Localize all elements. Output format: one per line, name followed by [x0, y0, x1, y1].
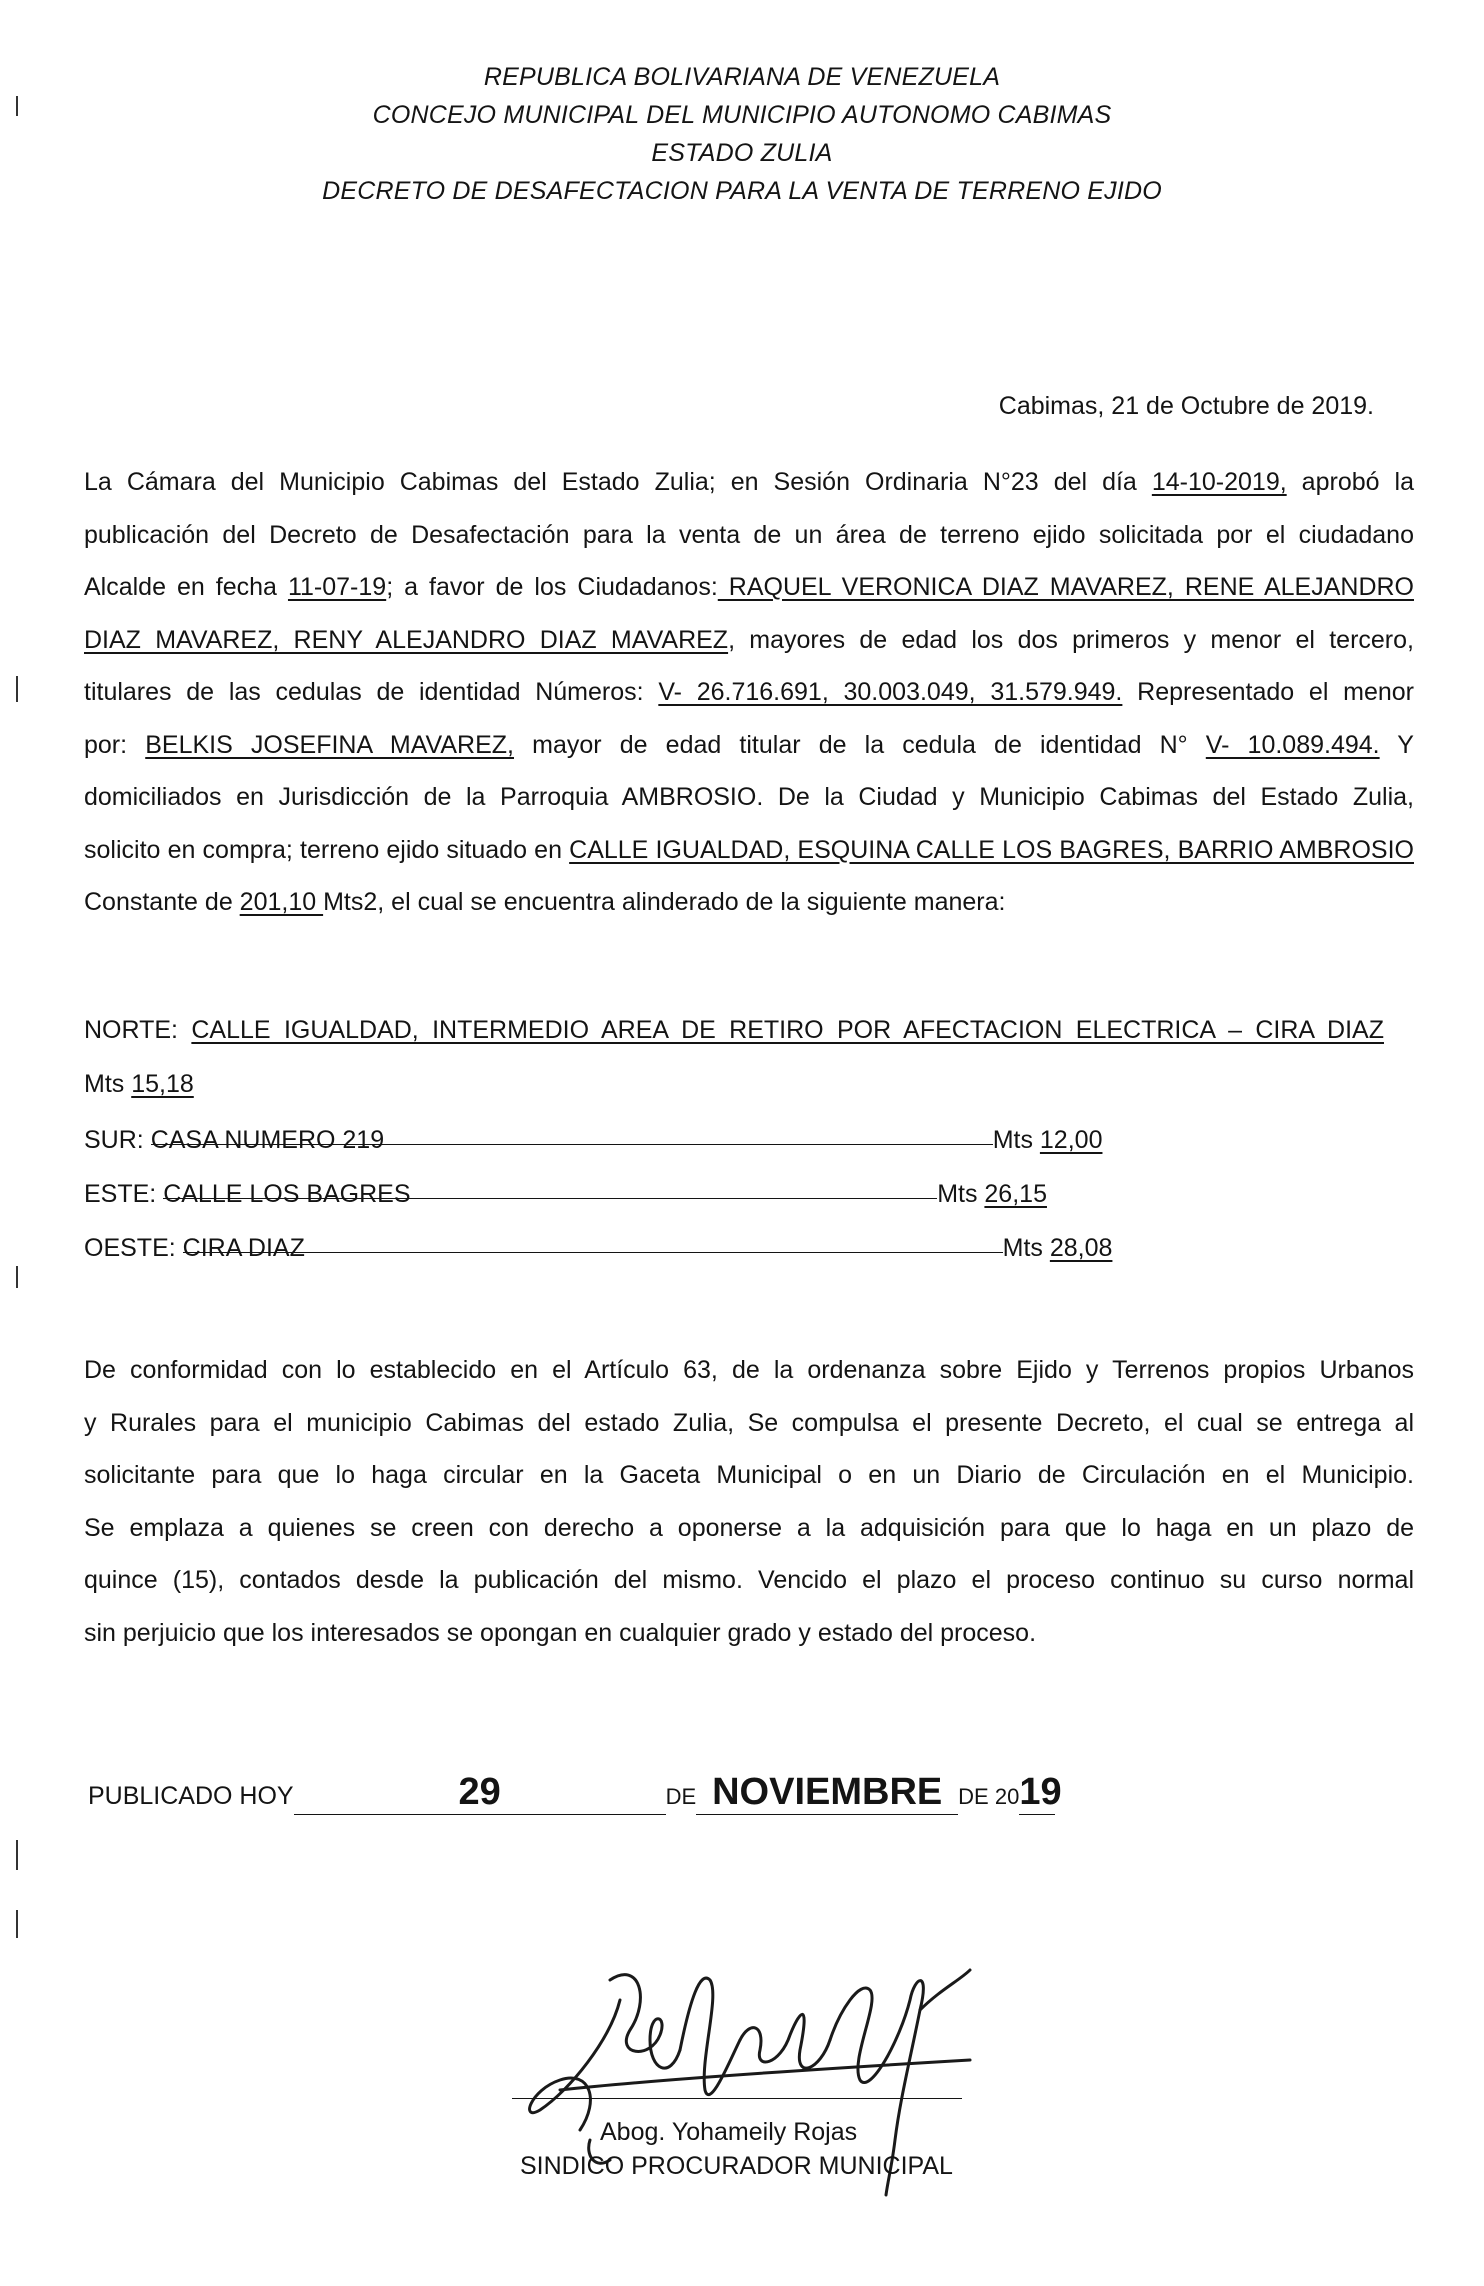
publication-de: DE — [665, 1784, 697, 1809]
publication-label: PUBLICADO HOY — [88, 1782, 294, 1810]
boundary-west: OESTE: CIRA DIAZ Mts 28,08 — [84, 1228, 1112, 1268]
decree-line: por: BELKIS JOSEFINA MAVAREZ, mayor de edad titular de la cedula de identidad N° V- 10.089.494. Y — [84, 730, 1414, 759]
paragraph-decree — [84, 456, 1414, 929]
document-date: Cabimas, 21 de Octubre de 2019. — [998, 392, 1374, 420]
signature-line — [512, 2098, 962, 2099]
boundary-north: NORTE: CALLE IGUALDAD, INTERMEDIO AREA DE RETIRO POR AFECTACION ELECTRICA – CIRA DIAZ — [84, 1016, 1384, 1044]
scan-mark — [16, 96, 18, 116]
decree-line: publicación del Decreto de Desafectación para la venta de un área de terreno ejido solicitada por el ciudadano — [84, 520, 1414, 549]
legal-line: De conformidad con lo establecido en el Artículo 63, de la ordenanza sobre Ejido y Terrenos propios Urbanos — [84, 1356, 1414, 1384]
boundary-east: ESTE: CALLE LOS BAGRES Mts 26,15 — [84, 1174, 1047, 1214]
decree-line: solicito en compra; terreno ejido situado en CALLE IGUALDAD, ESQUINA CALLE LOS BAGRES, BARRIO AMBROSIO — [84, 835, 1414, 864]
publication-line — [88, 1770, 1062, 1830]
paragraph-legal-basis — [84, 1344, 1414, 1659]
publication-day: 29 — [294, 1770, 666, 1815]
legal-line: y Rurales para el municipio Cabimas del estado Zulia, Se compulsa el presente Decreto, el cual se entrega al — [84, 1408, 1414, 1437]
scan-mark — [16, 676, 18, 702]
publication-de-year: DE 20 — [958, 1784, 1020, 1809]
decree-line: La Cámara del Municipio Cabimas del Estado Zulia; en Sesión Ordinaria N°23 del día 14-10-2019, aprobó la — [84, 468, 1414, 496]
signatory-name: Abog. Yohameily Rojas — [600, 2118, 858, 2146]
boundary-north-measure: Mts 15,18 — [84, 1070, 194, 1098]
publication-year: 19 — [1019, 1771, 1062, 1813]
header-republic: REPUBLICA BOLIVARIANA DE VENEZUELA — [483, 63, 1001, 91]
legal-line: sin perjuicio que los interesados se opongan en cualquier grado y estado del proceso. — [84, 1618, 1037, 1647]
header-state: ESTADO ZULIA — [651, 139, 833, 167]
header-council: CONCEJO MUNICIPAL DEL MUNICIPIO AUTONOMO CABIMAS — [372, 101, 1112, 129]
decree-line: domiciliados en Jurisdicción de la Parroquia AMBROSIO. De la Ciudad y Municipio Cabimas del Estado Zulia, — [84, 783, 1414, 811]
decree-line: DIAZ MAVAREZ, RENY ALEJANDRO DIAZ MAVAREZ, mayores de edad los dos primeros y menor el tercero, — [84, 625, 1414, 654]
legal-line: quince (15), contados desde la publicación del mismo. Vencido el plazo el proceso continuo su curso normal — [84, 1566, 1414, 1594]
scan-mark — [16, 1910, 18, 1938]
signatory-title: SINDICO PROCURADOR MUNICIPAL — [520, 2152, 953, 2180]
decree-line: titulares de las cedulas de identidad Números: V- 26.716.691, 30.003.049, 31.579.949. Representado el menor — [84, 678, 1414, 706]
publication-month: NOVIEMBRE — [696, 1770, 958, 1815]
legal-line: solicitante para que lo haga circular en la Gaceta Municipal o en un Diario de Circulación en el Municipio. — [84, 1461, 1414, 1489]
decree-line: Alcalde en fecha 11-07-19; a favor de los Ciudadanos: RAQUEL VERONICA DIAZ MAVAREZ, RENE ALEJANDRO — [84, 573, 1414, 601]
scan-mark — [16, 1266, 18, 1288]
decree-line: Constante de 201,10 Mts2, el cual se encuentra alinderado de la siguiente manera: — [84, 888, 1006, 916]
scan-mark — [16, 1840, 18, 1870]
header-decree-title: DECRETO DE DESAFECTACION PARA LA VENTA DE TERRENO EJIDO — [322, 177, 1162, 205]
boundary-south: SUR: CASA NUMERO 219 Mts 12,00 — [84, 1120, 1102, 1160]
document-header — [0, 58, 1484, 210]
legal-line: Se emplaza a quienes se creen con derecho a oponerse a la adquisición para que lo haga en un plazo de — [84, 1513, 1414, 1542]
